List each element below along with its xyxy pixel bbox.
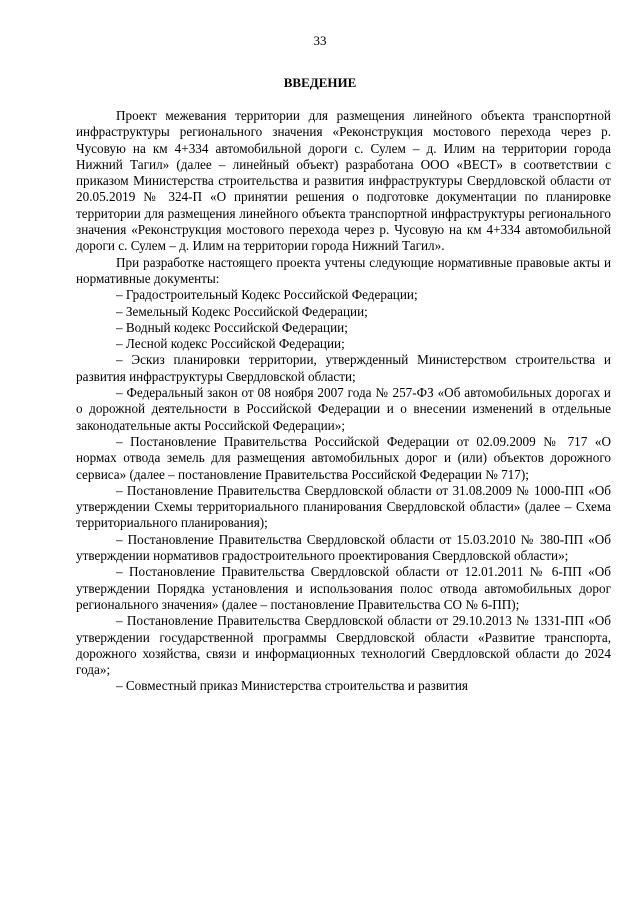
document-body [76, 108, 611, 695]
list-item: – Постановление Правительства Свердловской области от 29.10.2013 № 1331-ПП «Об утверждении государственной программы Свердловской области «Развитие транспорта, дорожного хозяйства, связи и информационных технологий Свердловской области до 2024 года»; [76, 613, 611, 678]
page-number: 33 [313, 33, 327, 48]
list-item: – Федеральный закон от 08 ноября 2007 года № 257-ФЗ «Об автомобильных дорогах и о дорожной деятельности в Российской Федерации и о внесении изменений в отдельные законодательные акты Российской Федерации»; [76, 385, 611, 433]
list-item: – Постановление Правительства Российской Федерации от 02.09.2009 № 717 «О нормах отвода земель для размещения автомобильных дорог и (или) объектов дорожного сервиса» (далее – постановление Правительства Российской Федерации № 717); [76, 433, 611, 482]
list-item: – Эскиз планировки территории, утвержденный Министерством строительства и развития инфраструктуры Свердловской области; [76, 352, 611, 384]
list-item: – Постановление Правительства Свердловской области от 31.08.2009 № 1000-ПП «Об утверждении Схемы территориального планирования Свердловской области» (далее – Схема территориального планирования); [76, 482, 611, 531]
intro-paragraph: При разработке настоящего проекта учтены следующие нормативные правовые акты и нормативные документы: [76, 254, 611, 286]
list-item: – Земельный Кодекс Российской Федерации; [116, 303, 368, 319]
list-item: – Лесной кодекс Российской Федерации; [116, 336, 345, 352]
list-item: – Водный кодекс Российской Федерации; [116, 319, 348, 335]
list-item: – Постановление Правительства Свердловской области от 12.01.2011 № 6-ПП «Об утверждении Порядка установления и использования полос отвода автомобильных дорог регионального значения» (далее – постановление Правительства СО № 6-ПП); [76, 564, 611, 612]
list-item: – Совместный приказ Министерства строительства и развития [116, 678, 468, 694]
list-item: – Градостроительный Кодекс Российской Федерации; [116, 287, 418, 303]
list-item: – Постановление Правительства Свердловской области от 15.03.2010 № 380-ПП «Об утверждении нормативов градостроительного проектирования Свердловской области»; [76, 531, 611, 564]
intro-paragraph: Проект межевания территории для размещения линейного объекта транспортной инфраструктуры регионального значения «Реконструкция мостового перехода через р. Чусовую на км 4+334 автомобильной дороги с. Сулем – д. Илим на территории города Нижний Тагил» (далее – линейный объект) разработана ООО «ВЕСТ» в соответствии с приказом Министерства строительства и развития инфраструктуры Свердловской области от 20.05.2019 № 324-П «О принятии решения о подготовке документации по планировке территории для размещения линейного объекта транспортной инфраструктуры регионального значения «Реконструкция мостового перехода через р. Чусовую на км 4+334 автомобильной дороги с. Сулем – д. Илим на территории города Нижний Тагил». [76, 108, 611, 254]
section-heading: ВВЕДЕНИЕ [283, 75, 357, 90]
